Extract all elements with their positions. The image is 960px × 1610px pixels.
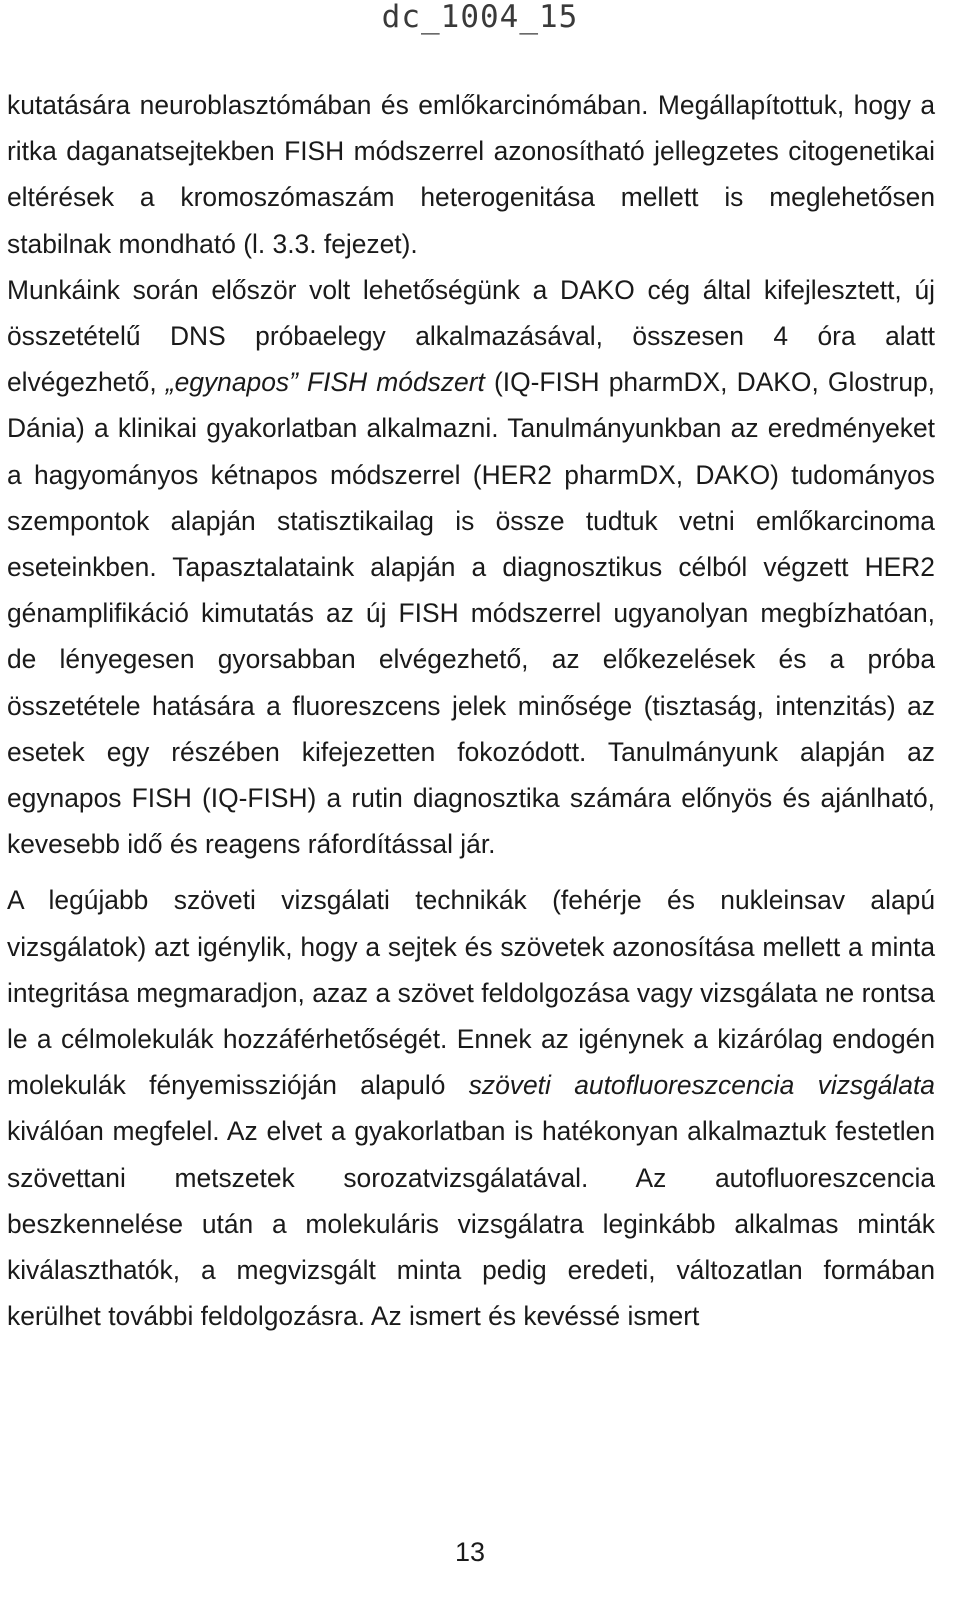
page-number: 13 [454,1537,486,1567]
paragraph-continuation: kutatására neuroblasztómában és emlőkarcinómában. Megállapítottuk, hogy a ritka daganatsejtekben FISH módszerrel azonosítható jellegzetes citogenetikai eltérések a kromoszómaszám heterogenitása mellett is meglehetősen stabilnak mondható (l. 3.3. fejezet). [7,90,935,259]
paragraph-fish-method-end: (IQ-FISH pharmDX, DAKO, Glostrup, Dánia) a klinikai gyakorlatban alkalmazni. Tanulmányunkban az eredményeket a hagyományos kétnapos módszerrel (HER2 pharmDX, DAKO) tudományos szempontok alapján statisztikailag is össze tudtuk vetni emlőkarcinoma eseteinkben. Tapasztalataink alapján a diagnosztikus célból végzett HER2 génamplifikáció kimutatás az új FISH módszerrel ugyanolyan megbízhatóan, de lényegesen gyorsabban elvégezhető, az előkezelések és a próba összetétele hatására a fluoreszcens jelek minősége (tisztaság, intenzitás) az esetek egy részében kifejezetten fokozódott. Tanulmányunk alapján az egynapos FISH (IQ-FISH) a rutin diagnosztika számára előnyös és ajánlható, kevesebb idő és reagens ráfordítással jár. [7,367,935,860]
page-body [7,82,935,1339]
paragraph-fish-method-emphasis: „egynapos” FISH módszert [165,367,485,398]
paragraph-autofluorescence-start: A legújabb szöveti vizsgálati technikák (fehérje és nukleinsav alapú vizsgálatok) azt igénylik, hogy a sejtek és szövetek azonosítása mellett a minta integritása megmaradjon, azaz a szövet feldolgozása vagy vizsgálata ne rontsa le a célmolekulák hozzáférhetőségét. Ennek az igénynek a kizárólag endogén molekulák fényemisszióján alapuló [7,885,935,1101]
paragraph-autofluorescence-emphasis: szöveti autofluoreszcencia vizsgálata [468,1070,935,1101]
paragraph-fish-method [7,267,935,868]
paragraph-autofluorescence [7,877,935,1339]
paragraph-autofluorescence-end: kiválóan megfelel. Az elvet a gyakorlatban is hatékonyan alkalmaztuk festetlen szövettani metszetek sorozatvizsgálatával. Az autofluoreszcencia beszkennelése után a molekuláris vizsgálatra leginkább alkalmas minták kiválaszthatók, a megvizsgált minta pedig eredeti, változatlan formában kerülhet további feldolgozásra. Az ismert és kevéssé ismert [7,1116,935,1332]
document-id-header: dc_1004_15 [381,0,579,35]
paragraph-fish-method-start: Munkáink során először volt lehetőségünk a DAKO cég által kifejlesztett, új összetételű DNS próbaelegy alkalmazásával, összesen 4 óra alatt elvégezhető, [7,274,935,398]
